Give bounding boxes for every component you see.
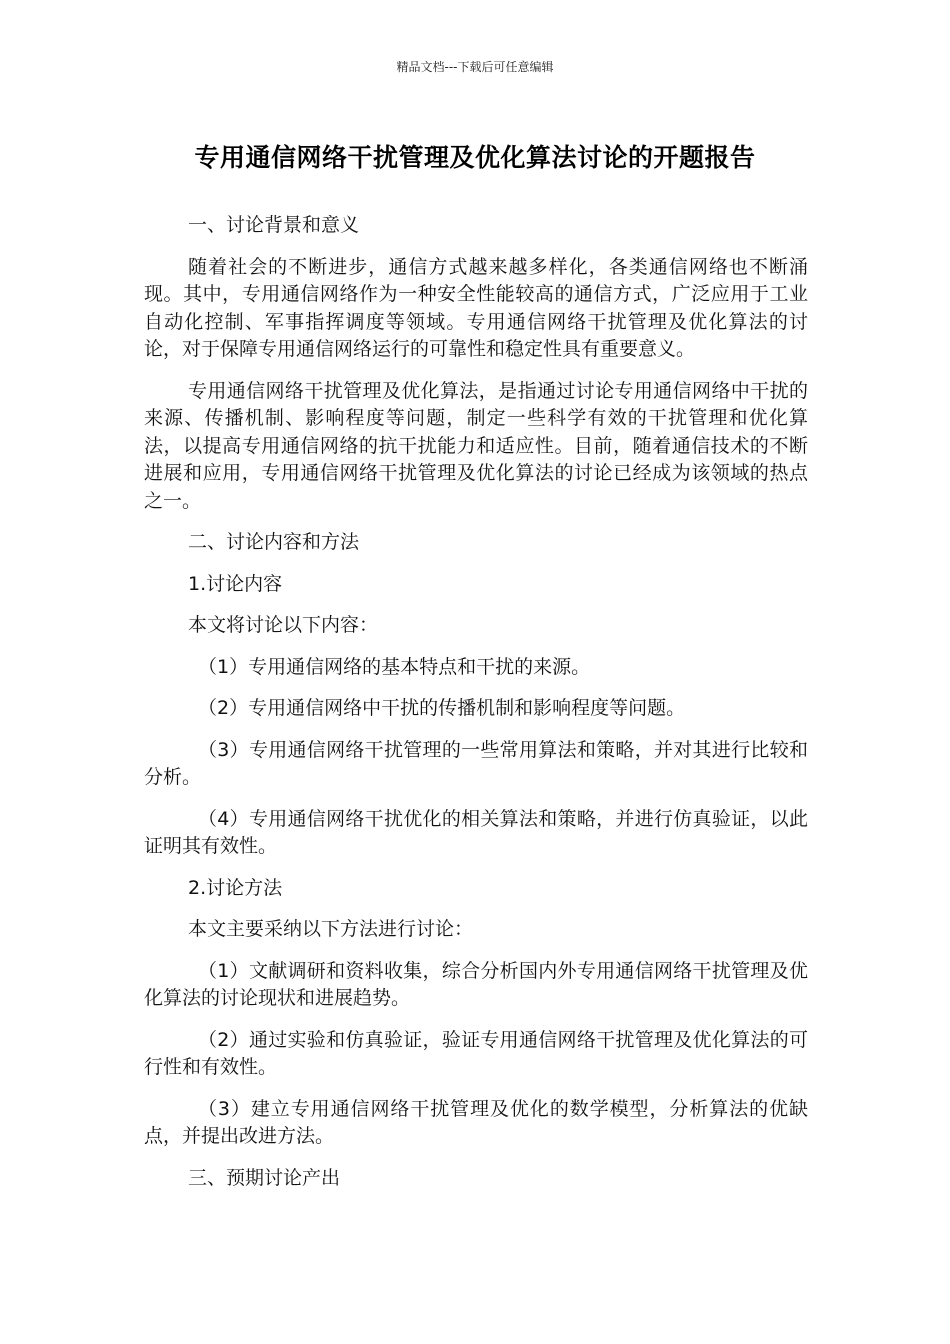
document-title: 专用通信网络干扰管理及优化算法讨论的开题报告 [194, 143, 756, 172]
list-item-content-4: （4）专用通信网络干扰优化的相关算法和策略，并进行仿真验证，以此证明其有效性。 [144, 807, 808, 857]
list-item-content-3: （3）专用通信网络干扰管理的一些常用算法和策略，并对其进行比较和分析。 [144, 738, 808, 788]
document-body [144, 212, 808, 1206]
section-heading-background: 一、讨论背景和意义 [188, 214, 360, 236]
subheading-content: 1.讨论内容 [188, 572, 283, 595]
paragraph-background-2: 专用通信网络干扰管理及优化算法，是指通过讨论专用通信网络中干扰的来源、传播机制、影响程度等问题，制定一些科学有效的干扰管理和优化算法，以提高专用通信网络的抗干扰能力和适应性。目前，随着通信技术的不断进展和应用，专用通信网络干扰管理及优化算法的讨论已经成为该领域的热点之一。 [144, 379, 808, 512]
list-item-method-3: （3）建立专用通信网络干扰管理及优化的数学模型，分析算法的优缺点，并提出改进方法。 [144, 1097, 808, 1147]
paragraph-content-intro: 本文将讨论以下内容： [188, 614, 379, 636]
header-note: 精品文档---下载后可任意编辑 [396, 60, 554, 74]
list-item-content-1: （1）专用通信网络的基本特点和干扰的来源。 [198, 655, 591, 678]
subheading-method: 2.讨论方法 [188, 876, 283, 899]
list-item-method-2: （2）通过实验和仿真验证，验证专用通信网络干扰管理及优化算法的可行性和有效性。 [144, 1028, 808, 1078]
paragraph-background-1: 随着社会的不断进步，通信方式越来越多样化，各类通信网络也不断涌现。其中，专用通信网络作为一种安全性能较高的通信方式，广泛应用于工业自动化控制、军事指挥调度等领域。专用通信网络干扰管理及优化算法的讨论，对于保障专用通信网络运行的可靠性和稳定性具有重要意义。 [144, 255, 808, 360]
paragraph-method-intro: 本文主要采纳以下方法进行讨论： [188, 918, 474, 940]
list-item-content-2: （2）专用通信网络中干扰的传播机制和影响程度等问题。 [198, 697, 686, 719]
list-item-method-1: （1）文献调研和资料收集，综合分析国内外专用通信网络干扰管理及优化算法的讨论现状和进展趋势。 [144, 959, 808, 1009]
section-heading-content-method: 二、讨论内容和方法 [188, 531, 360, 553]
section-heading-expected-output: 三、预期讨论产出 [188, 1166, 341, 1189]
